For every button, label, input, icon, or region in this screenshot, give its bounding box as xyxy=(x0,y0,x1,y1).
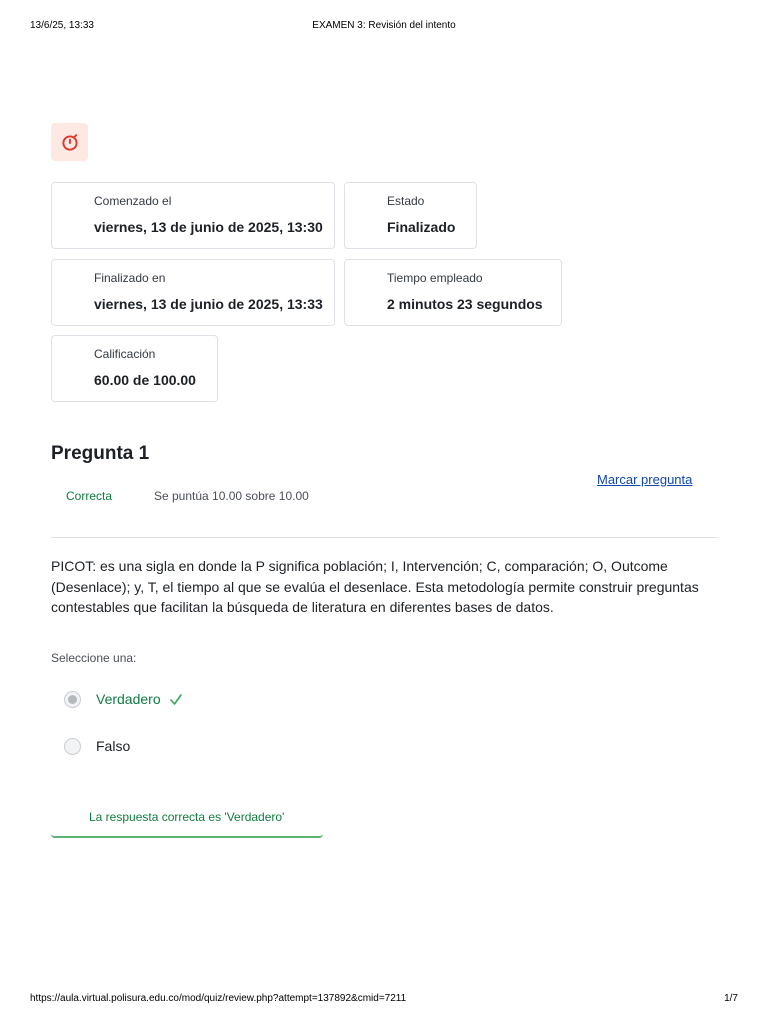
time-taken-card xyxy=(344,259,562,326)
correct-check-icon xyxy=(168,691,184,707)
question-title: Pregunta 1 xyxy=(51,443,150,464)
question-grade-text: Se puntúa 10.00 sobre 10.00 xyxy=(154,489,309,503)
feedback-text: La respuesta correcta es 'Verdadero' xyxy=(89,810,285,824)
quiz-timer-badge xyxy=(51,123,88,161)
time-taken-label: Tiempo empleado xyxy=(387,271,483,285)
print-page-number: 1/7 xyxy=(724,993,738,1004)
option-true-label: Verdadero xyxy=(96,691,161,707)
print-footer xyxy=(0,993,768,1007)
completed-on-value: viernes, 13 de junio de 2025, 13:33 xyxy=(94,296,323,312)
answer-prompt: Seleccione una: xyxy=(51,651,137,665)
print-header xyxy=(0,20,768,34)
option-true-radio[interactable] xyxy=(64,691,81,708)
option-false-radio[interactable] xyxy=(64,738,81,755)
state-label: Estado xyxy=(387,194,425,208)
option-false-label: Falso xyxy=(96,738,131,754)
started-on-label: Comenzado el xyxy=(94,194,172,208)
state-card xyxy=(344,182,477,249)
state-value: Finalizado xyxy=(387,219,456,235)
print-page-title: EXAMEN 3: Revisión del intento xyxy=(312,20,456,31)
grade-label: Calificación xyxy=(94,347,156,361)
question-text: PICOT: es una sigla en donde la P significa población; I, Intervención; C, comparación; O, Outcome (Desenlace); y, T, el tiempo al que se evalúa el desenlace. Esta metodología permite construir preguntas contestables que facilitan la búsqueda de literatura en diferentes bases de datos. xyxy=(51,558,699,615)
flag-question-link[interactable]: Marcar pregunta xyxy=(597,472,693,487)
question-state-badge: Correcta xyxy=(66,489,113,503)
print-url: https://aula.virtual.polisura.edu.co/mod/quiz/review.php?attempt=137892&cmid=7211 xyxy=(30,993,407,1004)
completed-on-card xyxy=(51,259,335,326)
correct-answer-feedback xyxy=(51,800,323,838)
grade-card xyxy=(51,335,218,402)
grade-value: 60.00 de 100.00 xyxy=(94,372,196,388)
print-datetime: 13/6/25, 13:33 xyxy=(30,20,94,31)
question-divider xyxy=(51,537,718,538)
completed-on-label: Finalizado en xyxy=(94,271,166,285)
time-taken-value: 2 minutos 23 segundos xyxy=(387,296,543,312)
started-on-card xyxy=(51,182,335,249)
started-on-value: viernes, 13 de junio de 2025, 13:30 xyxy=(94,219,323,235)
stopwatch-icon xyxy=(60,132,80,152)
